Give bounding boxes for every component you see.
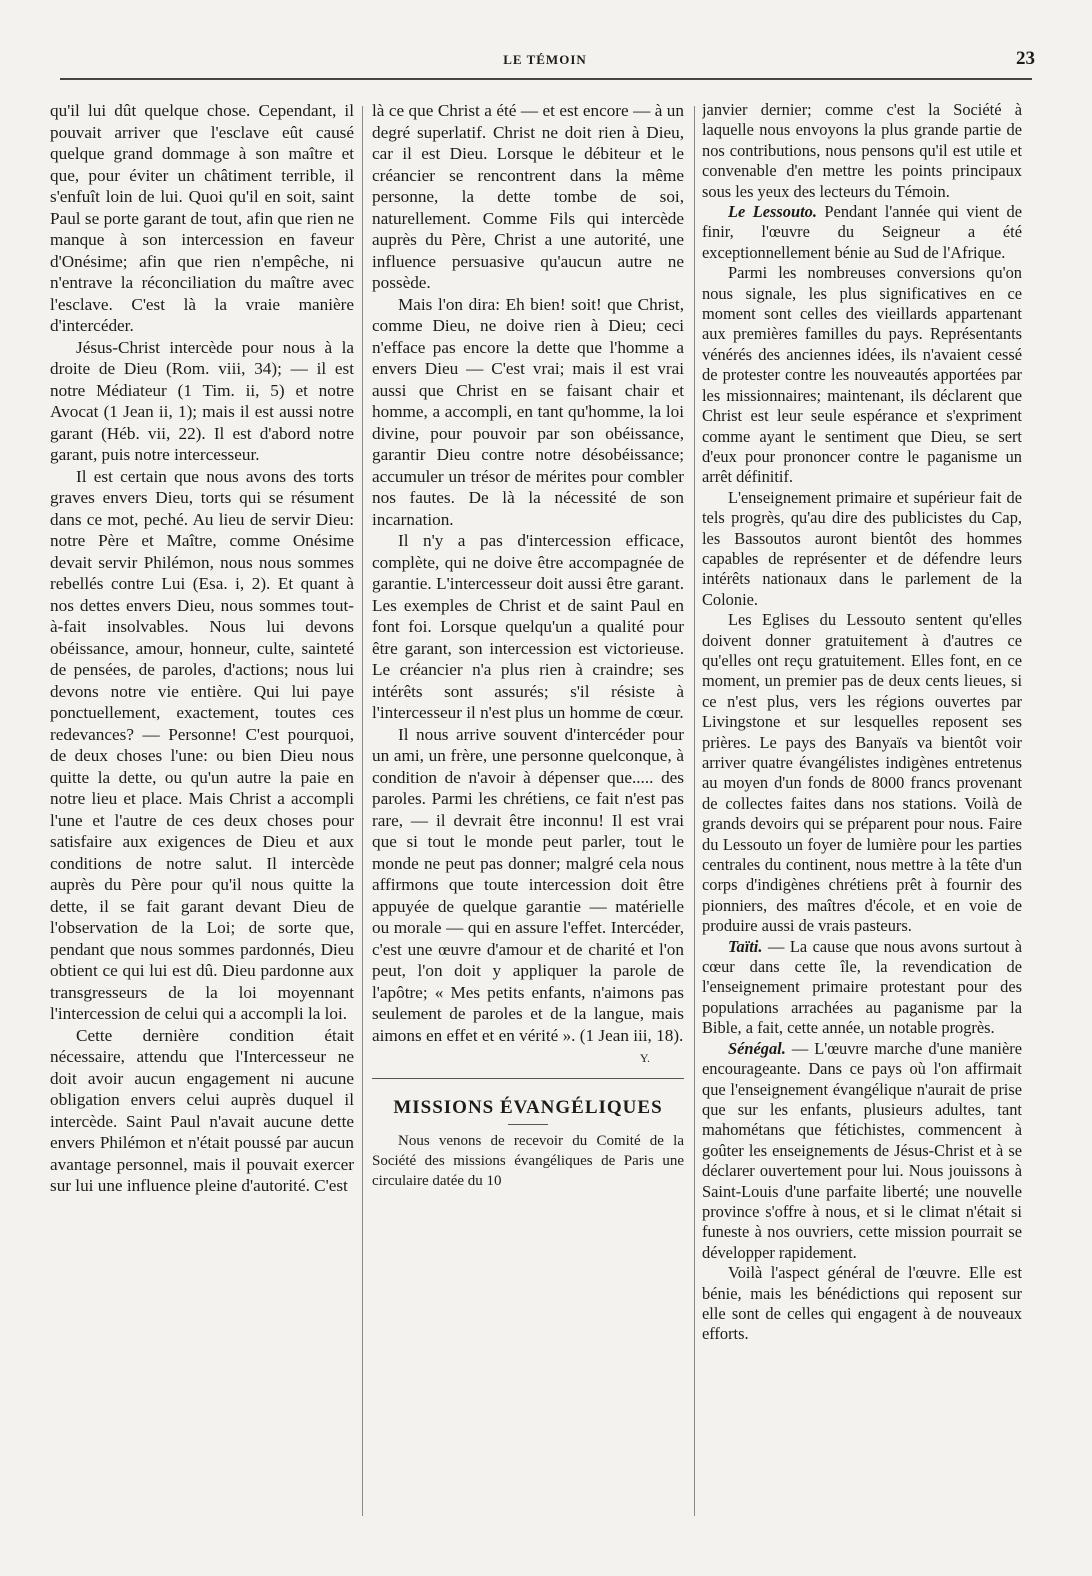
section-title: MISSIONS ÉVANGÉLIQUES	[393, 1096, 663, 1118]
section-separator	[372, 1078, 684, 1079]
column-divider	[362, 106, 363, 1516]
paragraph: Il nous arrive souvent d'intercéder pour un ami, un frère, une personne quelconque, à condition de n'avoir à dépenser que..... des paroles. Parmi les chrétiens, ce fait n'est pas rare, — il devrait être inconnu! Il est vrai que si tout le monde peut parler, tout le monde ne peut pas donner; malgré cela nous affirmons que toute intercession doit être appuyée de quelque garantie — matérielle ou morale — qui en assure l'effet. Intercéder, c'est une œuvre d'amour et de charité et l'on peut, l'on doit y appliquer la parole de l'apôtre; « Mes petits enfants, n'aimons pas seulement de paroles et de la langue, mais aimons en effet et en vérité ». (1 Jean iii, 18).	[372, 724, 684, 1045]
paragraph: là ce que Christ a été — et est encore — à un degré superlatif. Christ ne doit rien à Dieu, car il est Dieu. Lorsque le débiteur et le créancier se rencontrent dans la même personne, la dette tombe de soi, naturellement. Comme Fils qui intercède auprès du Père, Christ a une autorité, une influence persuasive qu'aucun autre ne possède.	[372, 101, 684, 292]
paragraph	[702, 1039, 1022, 1263]
column-divider	[694, 106, 695, 1516]
paragraph-text: Pendant l'année qui vient de finir, l'œuvre du Seigneur a été exceptionnellement bénie au Sud de l'Afrique.	[702, 202, 1022, 262]
paragraph: Il n'y a pas d'intercession efficace, complète, qui ne doive être accompagnée de garantie. L'intercesseur doit aussi être garant. Les exemples de Christ et de saint Paul en font foi. Lorsque quelqu'un a qualité pour être garant, son intercession est victorieuse. Le créancier n'a plus rien à craindre; ses intérêts sont assurés; s'il résiste à l'intercesseur il n'est plus un homme de cœur.	[372, 531, 684, 722]
section-lead: Sénégal.	[728, 1038, 786, 1058]
column-3	[702, 100, 1022, 1530]
paragraph: Nous venons de recevoir du Comité de la Société des missions évangéliques de Paris une circulaire datée du 10	[372, 1133, 684, 1189]
section-lead: Le Lessouto.	[728, 202, 817, 222]
paragraph: Parmi les nombreuses conversions qu'on nous signale, les plus significatives en ce moment sont celles des vieillards appartenant aux premières familles du pays. Représentants vénérés des anciennes idées, ils n'avaient cessé de protester contre les nouveautés apportées par les missionnaires; maintenant, ils déclarent que Christ est leur seule espérance et s'expriment comme ayant le sentiment que Dieu, se sert d'eux pour prononcer contre le paganisme un arrêt définitif.	[702, 263, 1022, 487]
paragraph: Les Eglises du Lessouto sentent qu'elles doivent donner gratuitement à d'autres ce qu'elles ont reçu gratuitement. Elles font, en ce moment, un premier pas de deux cents lieues, si ce n'est plus, vers les régions ouvertes par Livingstone et sur lesquelles reposent ses prières. Le pays des Banyaïs va bientôt voir arriver quatre évangélistes indigènes entretenus au moyen d'un fonds de 8000 francs provenant de collectes faites dans nos stations. Voilà de grands devoirs qui se préparent pour nous. Faire du Lessouto un foyer de lumière pour les parties centrales du continent, nous mettre à la tête d'un corps d'indigènes chrétiens prêt à fournir des pionniers, des maîtres d'école, et en voie de produire aussi de vrais pasteurs.	[702, 610, 1022, 936]
title-underline	[508, 1124, 548, 1125]
paragraph: Mais l'on dira: Eh bien! soit! que Christ, comme Dieu, ne doive rien à Dieu; ceci n'efface pas encore la dette que l'homme a envers Dieu — C'est vrai; mais il est vrai aussi que Christ en se faisant chair et homme, a accompli, en tant qu'homme, la loi divine, pour pouvoir par son obéissance, garantir Dieu contre notre désobéissance; accumuler un trésor de mérites pour combler nos fautes. De là la nécessité de son incarnation.	[372, 294, 684, 529]
paragraph: L'enseignement primaire et supérieur fait de tels progrès, qu'au dire des publicistes du Cap, les Bassoutos auront bientôt des hommes capables de représenter et de défendre leurs intérêts nationaux dans le parlement de la Colonie.	[702, 487, 1022, 609]
paragraph: janvier dernier; comme c'est la Société à laquelle nous envoyons la plus grande partie de nos contributions, nous pensons qu'il est utile et convenable d'en mettre les points principaux sous les yeux des lecteurs du Témoin.	[702, 100, 1022, 201]
journal-title: LE TÉMOIN	[503, 52, 587, 67]
paragraph: Voilà l'aspect général de l'œuvre. Elle est bénie, mais les bénédictions qui reposent sur elle sont de celles qui engagent à de nouveaux efforts.	[702, 1263, 1022, 1344]
section-lead: Taïti.	[728, 936, 763, 956]
paragraph: Jésus-Christ intercède pour nous à la droite de Dieu (Rom. viii, 34); — il est notre Médiateur (1 Tim. ii, 5) et notre Avocat (1 Jean ii, 1); mais il est aussi notre garant (Héb. vii, 22). Il est d'abord notre garant, puis notre intercesseur.	[50, 337, 354, 464]
paragraph	[702, 937, 1022, 1039]
paragraph-text: — La cause que nous avons surtout à cœur dans cette île, la revendication de l'enseignement primaire protestant pour des populations arrachées au paganisme par la Bible, a fait, cette année, un notable progrès.	[702, 936, 1022, 1038]
paragraph: qu'il lui dût quelque chose. Cependant, il pouvait arriver que l'esclave eût causé quelque grand dommage à son maître et que, pour éviter un châtiment terrible, il s'enfuît loin de lui. Quoi qu'il en soit, saint Paul se porte garant de tout, afin que rien ne manque à son intercession en faveur d'Onésime; afin que rien n'empêche, ni n'entrave la réconciliation du maître avec l'esclave. C'est là la vraie manière d'intercéder.	[50, 101, 354, 335]
paragraph: Il est certain que nous avons des torts graves envers Dieu, torts qui se résument dans ce mot, peché. Au lieu de servir Dieu: notre Père et Maître, comme Onésime devait servir Philémon, nous nous sommes rebellés contre Lui (Esa. i, 2). Et quant à nos dettes envers Dieu, nous sommes tout-à-fait insolvables. Nous lui devons obéissance, amour, honneur, culte, sainteté de pensées, de paroles, d'actions; nous lui devons notre vie entière. Qui lui paye ponctuellement, exactement, toutes ces redevances? — Personne! C'est pourquoi, de deux choses l'une: ou bien Dieu nous quitte la dette, ou qu'un autre la paie en notre lieu et place. Mais Christ a accompli l'une et l'autre de ces deux choses pour satisfaire aux exigences de Dieu et aux conditions de notre salut. Il intercède auprès du Père pour qu'il nous quitte la dette, il se fait garant devant Dieu de l'observation de la Loi; de sorte que, pendant que nous sommes pardonnés, Dieu obtient ce qui lui est dû. Dieu pardonne aux transgresseurs de la loi moyennant l'intercession de celui qui a accompli la loi.	[50, 466, 354, 1023]
page-number: 23	[1016, 48, 1035, 69]
column-1	[50, 100, 354, 1530]
author-signature: Y.	[639, 1051, 650, 1065]
column-2	[372, 100, 684, 1530]
page-header	[55, 50, 1035, 74]
header-rule	[60, 78, 1032, 80]
paragraph	[702, 202, 1022, 263]
paragraph-text: — L'œuvre marche d'une manière encourageante. Dans ce pays où l'on affirmait que l'enseignement évangélique n'aurait de prise que sur les enfants, plusieurs adultes, tant mahométans que fétichistes, commencent à goûter les enseignements de Jésus-Christ et à se déclarer ouvertement pour lui. Nous jouissons à Saint-Louis d'une parfaite liberté; une nouvelle province s'offre à nous, et si le climat n'était si funeste à nos ouvriers, cette mission pourrait se développer rapidement.	[702, 1038, 1022, 1262]
paragraph: Cette dernière condition était nécessaire, attendu que l'Intercesseur ne doit avoir aucun engagement ni aucune obligation envers celui auprès duquel il intercède. Saint Paul n'avait aucune dette envers Philémon et n'était poussé par aucun avantage personnel, mais il pouvait exercer sur lui une influence pleine d'autorité. C'est	[50, 1025, 354, 1195]
